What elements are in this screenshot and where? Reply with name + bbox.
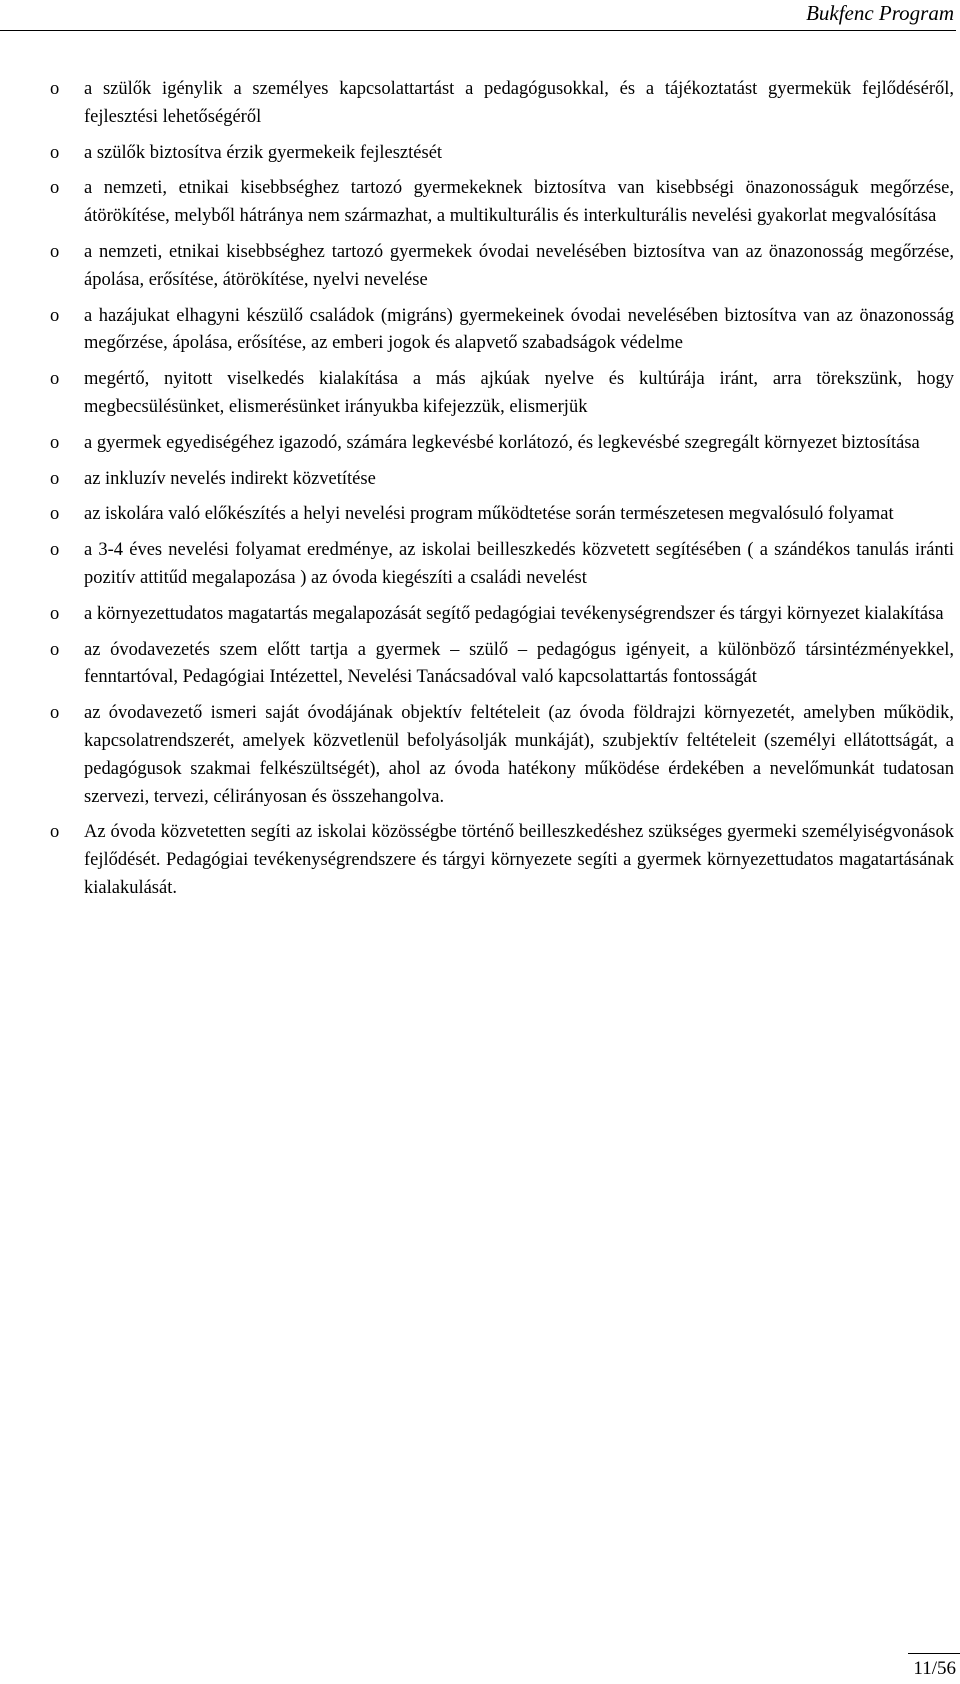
list-item-text: az inkluzív nevelés indirekt közvetítése: [84, 468, 376, 489]
bullet-marker: o: [50, 703, 60, 724]
list-item: [50, 819, 954, 902]
bullet-marker: o: [50, 540, 60, 561]
bullet-marker: o: [50, 822, 60, 843]
list-item-text: a 3-4 éves nevelési folyamat eredménye, az iskolai beilleszkedés közvetett segítésében ( a szándékos tanulás iránti pozitív attitűd megalapozása ) az óvoda kiegészíti a családi nevelést: [84, 540, 954, 588]
list-item-text: a nemzeti, etnikai kisebbséghez tartozó gyermekek óvodai nevelésében biztosítva van az önazonosság megőrzése, ápolása, erősítése, átörökítése, nyelvi nevelése: [84, 241, 954, 290]
list-item: [50, 303, 954, 359]
bullet-marker: o: [50, 178, 60, 199]
list-item: [50, 601, 954, 629]
bullet-list: [50, 76, 954, 903]
bullet-marker: o: [50, 639, 60, 660]
list-item: [50, 239, 954, 295]
list-item: [50, 76, 954, 132]
list-item-text: az óvodavezető ismeri saját óvodájának objektív feltételeit (az óvoda földrajzi környezetét, amelyben működik, kapcsolatrendszerét, amelyek közvetlenül befolyásolják munkáját), szubjektív feltételeit (személyi ellátottságát, a pedagógusok szakmai felkészültségét), ahol az óvoda hatékony működése érdekében a nevelőmunkát tudatosan szervezi, tervezi, célirányosan és összehangolva.: [84, 703, 954, 807]
footer-divider: [908, 1653, 960, 1654]
header-title: Bukfenc Program: [806, 1, 954, 25]
list-item: [50, 637, 954, 693]
bullet-marker: o: [50, 79, 60, 99]
page-number: 11/56: [913, 1658, 956, 1679]
list-item-text: a gyermek egyediségéhez igazodó, számára legkevésbé korlátozó, és legkevésbé szegregált környezet biztosítása: [84, 432, 920, 453]
list-item: [50, 430, 954, 458]
list-item: [50, 366, 954, 422]
list-item-text: a szülők igénylik a személyes kapcsolattartást a pedagógusokkal, és a tájékoztatást gyermekük fejlődéséről, fejlesztési lehetőségéről: [84, 79, 954, 127]
bullet-marker: o: [50, 432, 60, 453]
document-body: [50, 76, 954, 911]
list-item-text: a környezettudatos magatartás megalapozását segítő pedagógiai tevékenységrendszer és tárgyi környezet kialakítása: [84, 603, 944, 624]
bullet-marker: o: [50, 468, 60, 489]
list-item: [50, 466, 954, 494]
list-item: [50, 700, 954, 811]
list-item-text: a szülők biztosítva érzik gyermekeik fejlesztését: [84, 142, 443, 163]
list-item-text: az iskolára való előkészítés a helyi nevelési program működtetése során természetesen megvalósuló folyamat: [84, 504, 894, 525]
bullet-marker: o: [50, 603, 60, 624]
bullet-marker: o: [50, 241, 60, 262]
bullet-marker: o: [50, 504, 60, 525]
list-item-text: megértő, nyitott viselkedés kialakítása a más ajkúak nyelve és kultúrája iránt, arra törekszünk, hogy megbecsülésünket, elismerésünket irányukba kifejezzük, elismerjük: [84, 369, 954, 417]
list-item-text: a hazájukat elhagyni készülő családok (migráns) gyermekeinek óvodai nevelésében biztosítva van az önazonosság megőrzése, ápolása, erősítése, az emberi jogok és alapvető szabadságok védelme: [84, 305, 954, 354]
list-item-text: a nemzeti, etnikai kisebbséghez tartozó gyermekeknek biztosítva van kisebbségi önazonosságuk megőrzése, átörökítése, melyből hátránya nem származhat, a multikulturális és interkulturális nevelési gyakorlat megvalósítása: [84, 178, 954, 227]
list-item: [50, 140, 954, 168]
list-item: [50, 175, 954, 231]
list-item: [50, 537, 954, 593]
page-header: [0, 0, 956, 31]
list-item: [50, 501, 954, 529]
list-item-text: Az óvoda közvetetten segíti az iskolai közösségbe történő beilleszkedéshez szükséges gyermeki személyiségvonások fejlődését. Pedagógiai tevékenységrendszere és tárgyi környezete segíti a gyermek környezettudatos magatartásának kialakulását.: [84, 822, 954, 898]
bullet-marker: o: [50, 305, 60, 326]
bullet-marker: o: [50, 369, 60, 390]
bullet-marker: o: [50, 142, 60, 163]
list-item-text: az óvodavezetés szem előtt tartja a gyermek – szülő – pedagógus igényeit, a különböző társintézményekkel, fenntartóval, Pedagógiai Intézettel, Nevelési Tanácsadóval való kapcsolattartás fontosságát: [84, 639, 954, 688]
